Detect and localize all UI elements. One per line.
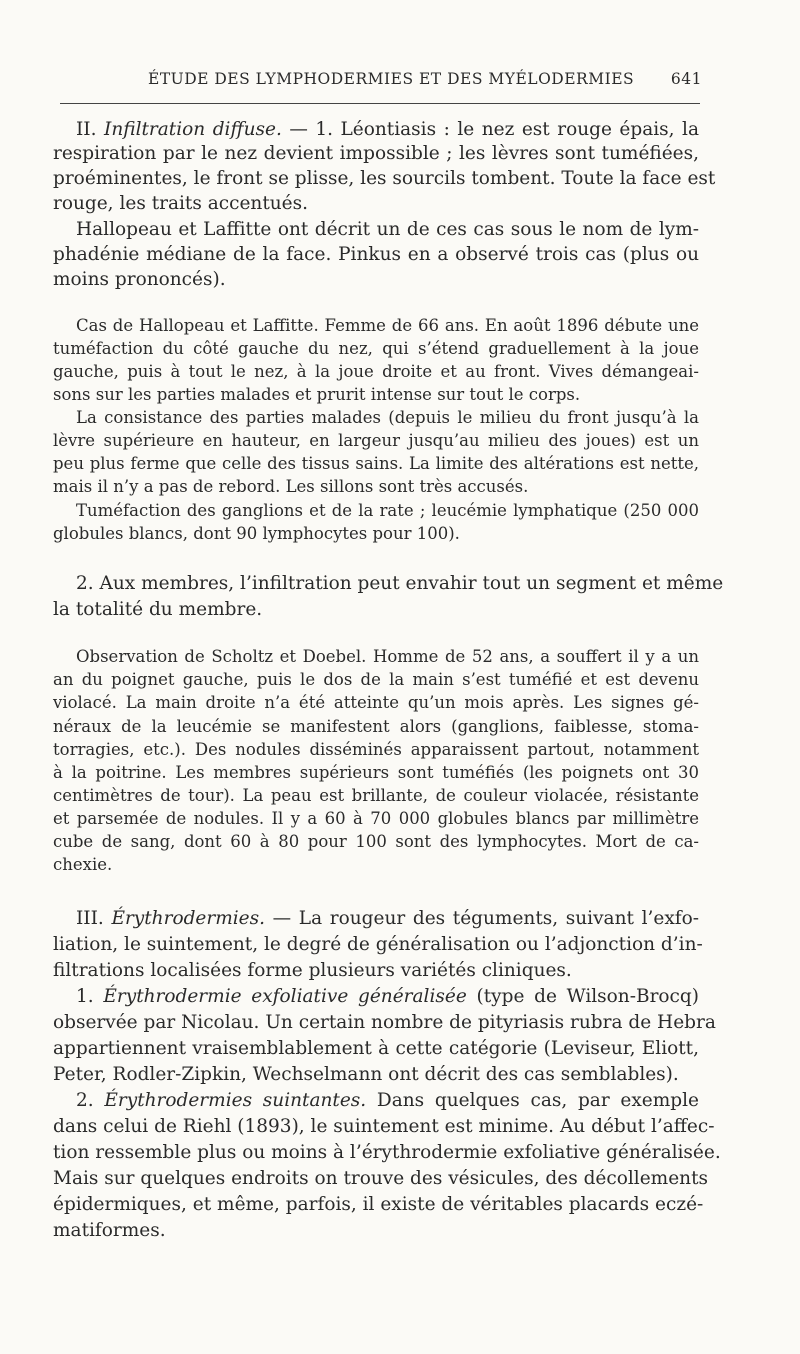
text-line: observée par Nicolau. Un certain nombre de pityriasis rubra de Hebra: [53, 1012, 716, 1033]
text-line: et parsemée de nodules. Il y a 60 à 70 000 globules blancs par millimètre: [53, 809, 699, 828]
text-line: peu plus ferme que celle des tissus sains. La limite des altérations est nette,: [53, 454, 699, 473]
text-line: épidermiques, et même, parfois, il existe de véritables placards eczé-: [53, 1194, 704, 1215]
text-line: Tuméfaction des ganglions et de la rate ; leucémie lymphatique (250 000: [76, 501, 699, 520]
text-line: II. Infiltration diffuse. — 1. Léontiasis : le nez est rouge épais, la: [76, 119, 699, 140]
text-line: centimètres de tour). La peau est brillante, de couleur violacée, résistante: [53, 786, 699, 805]
text-line: Cas de Hallopeau et Laffitte. Femme de 66 ans. En août 1896 débute une: [76, 316, 699, 335]
header-title: ÉTUDE DES LYMPHODERMIES ET DES MYÉLODERMIES: [148, 70, 635, 88]
text-line: la totalité du membre.: [53, 599, 263, 620]
text-line: moins prononcés).: [53, 269, 226, 290]
text-line: Peter, Rodler-Zipkin, Wechselmann ont décrit des cas semblables).: [53, 1064, 679, 1085]
text-line: lèvre supérieure en hauteur, en largeur jusqu’au milieu des joues) est un: [53, 431, 699, 450]
text-line: an du poignet gauche, puis le dos de la main s’est tuméfié et est devenu: [53, 670, 699, 689]
text-line: gauche, puis à tout le nez, à la joue droite et au front. Vives démangeai-: [53, 362, 699, 381]
text-line: La consistance des parties malades (depuis le milieu du front jusqu’à la: [76, 408, 699, 427]
text-line: sons sur les parties malades et prurit intense sur tout le corps.: [53, 385, 581, 404]
text-line: rouge, les traits accentués.: [53, 193, 309, 214]
text-line: néraux de la leucémie se manifestent alors (ganglions, faiblesse, stoma-: [53, 717, 699, 736]
text-line: 2. Érythrodermies suintantes. Dans quelques cas, par exemple: [76, 1090, 699, 1111]
running-header: [148, 70, 702, 96]
text-line: dans celui de Riehl (1893), le suintement est minime. Au début l’affec-: [53, 1116, 715, 1137]
text-line: Mais sur quelques endroits on trouve des vésicules, des décollements: [53, 1168, 708, 1189]
text-line: violacé. La main droite n’a été atteinte qu’un mois après. Les signes gé-: [53, 693, 699, 712]
header-rule: [60, 103, 700, 104]
text-line: cube de sang, dont 60 à 80 pour 100 sont des lymphocytes. Mort de ca-: [53, 832, 699, 851]
text-line: proéminentes, le front se plisse, les sourcils tombent. Toute la face est: [53, 168, 716, 189]
text-line: III. Érythrodermies. — La rougeur des téguments, suivant l’exfo-: [76, 908, 699, 929]
text-line: Observation de Scholtz et Doebel. Homme de 52 ans, a souffert il y a un: [76, 647, 699, 666]
text-line: torragies, etc.). Des nodules disséminés apparaissent partout, notamment: [53, 740, 699, 759]
text-line: tuméfaction du côté gauche du nez, qui s’étend graduellement à la joue: [53, 339, 699, 358]
page-number: 641: [670, 70, 702, 88]
text-line: 2. Aux membres, l’infiltration peut envahir tout un segment et même: [76, 573, 724, 594]
text-line: mais il n’y a pas de rebord. Les sillons sont très accusés.: [53, 477, 529, 496]
text-line: chexie.: [53, 855, 113, 874]
text-line: appartiennent vraisemblablement à cette catégorie (Leviseur, Eliott,: [53, 1038, 699, 1059]
text-line: liation, le suintement, le degré de généralisation ou l’adjonction d’in-: [53, 934, 703, 955]
text-line: à la poitrine. Les membres supérieurs sont tuméfiés (les poignets ont 30: [53, 763, 699, 782]
text-line: 1. Érythrodermie exfoliative généralisée (type de Wilson-Brocq): [76, 986, 699, 1007]
text-line: Hallopeau et Laffitte ont décrit un de ces cas sous le nom de lym-: [76, 219, 699, 240]
text-line: globules blancs, dont 90 lymphocytes pour 100).: [53, 524, 460, 543]
text-line: filtrations localisées forme plusieurs variétés cliniques.: [53, 960, 572, 981]
text-line: phadénie médiane de la face. Pinkus en a observé trois cas (plus ou: [53, 244, 699, 265]
text-line: matiformes.: [53, 1220, 166, 1241]
text-line: tion ressemble plus ou moins à l’érythrodermie exfoliative généralisée.: [53, 1142, 721, 1163]
text-line: respiration par le nez devient impossible ; les lèvres sont tuméfiées,: [53, 143, 699, 164]
